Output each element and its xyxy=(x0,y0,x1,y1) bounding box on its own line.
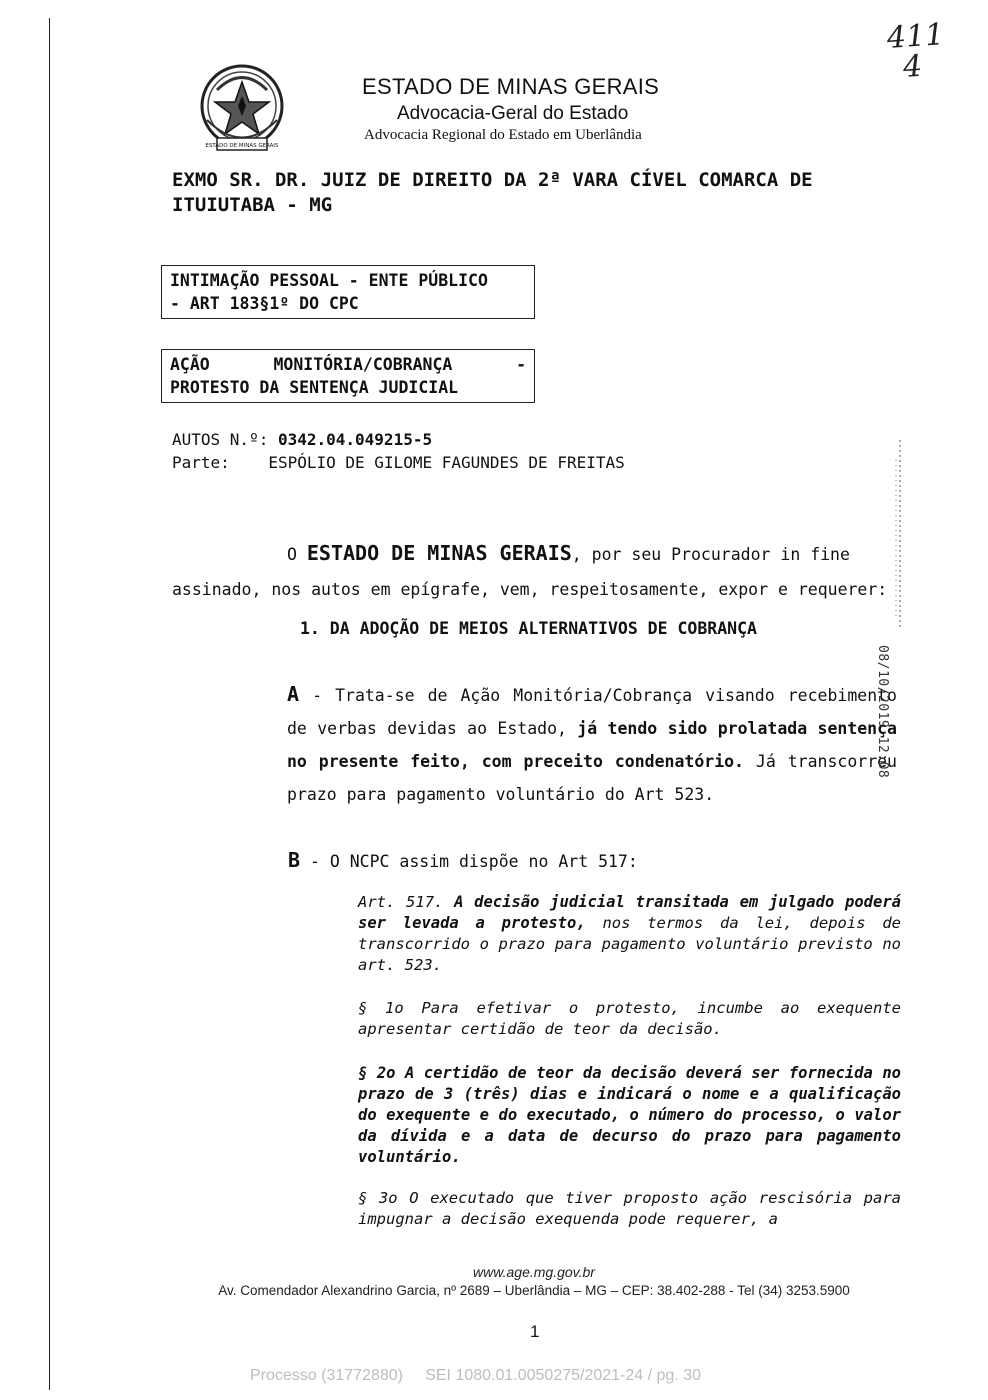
opening-post: , por seu Procurador in fine xyxy=(571,545,850,564)
opening-paragraph xyxy=(172,536,902,607)
left-margin-line xyxy=(49,18,50,1390)
paragraph-b-letter: B xyxy=(288,848,301,872)
footer-url: www.age.mg.gov.br xyxy=(473,1264,595,1280)
quote-art-label: Art. 517. xyxy=(358,893,455,911)
opening-entity: ESTADO DE MINAS GERAIS xyxy=(306,541,572,565)
paragraph-a-text1: - Trata-se de Ação Monitória/Cobrança visando recebimento de verbas devidas ao Estado, xyxy=(287,686,897,738)
notice-box-intimacao xyxy=(161,265,535,319)
parte-label: Parte: xyxy=(172,453,230,472)
paragraph-b-text: - O NCPC assim dispõe no Art 517: xyxy=(309,852,638,871)
quote-paragraph-2: § 2o A certidão de teor da decisão deverá ser fornecida no prazo de 3 (três) dias e indicará o nome e a qualificação do exequente e do executado, o número do processo, o valor da dívida e a data de decurso do prazo para pagamento voluntário. xyxy=(358,1064,901,1166)
acao-word: AÇÃO xyxy=(170,355,210,374)
opening-pre: O xyxy=(287,545,297,564)
header-state: ESTADO DE MINAS GERAIS xyxy=(362,74,660,99)
header-agency: Advocacia-Geral do Estado xyxy=(397,103,629,124)
footer-address: Av. Comendador Alexandrino Garcia, nº 2689 – Uberlândia – MG – CEP: 38.402-288 - Tel (34) 3253.5900 xyxy=(218,1283,850,1298)
acao-type: MONITÓRIA/COBRANÇA xyxy=(273,355,453,374)
opening-line2: assinado, nos autos em epígrafe, vem, respeitosamente, expor e requerer: xyxy=(172,580,888,599)
autos-number: 0342.04.049215-5 xyxy=(277,430,433,449)
paragraph-a-text3: Já transcorreu prazo para pagamento voluntário do Art 523. xyxy=(287,752,897,804)
coat-of-arms-seal xyxy=(195,60,290,160)
protocol-stamp-text: 08/10/2019 12:08 xyxy=(875,645,890,779)
notice-box-line1: INTIMAÇÃO PESSOAL - ENTE PÚBLICO xyxy=(170,271,488,290)
acao-line2: PROTESTO DA SENTENÇA JUDICIAL xyxy=(170,378,459,397)
quote-paragraph-3: § 3o O executado que tiver proposto ação rescisória para impugnar a decisão exequenda pode requerer, a xyxy=(358,1189,901,1228)
handwritten-line2: 4 xyxy=(901,48,924,85)
autos-label: AUTOS N.º: xyxy=(172,430,269,449)
handwritten-page-mark xyxy=(885,17,947,85)
quote-paragraph-1: § 1o Para efetivar o protesto, incumbe ao exequente apresentar certidão de teor da decisão. xyxy=(358,999,901,1038)
paragraph-a-bold: já tendo sido prolatada sentença no presente feito, com preceito condenatório. xyxy=(287,719,897,771)
notice-box-line2: - ART 183§1º DO CPC xyxy=(170,294,359,313)
section-title: 1. DA ADOÇÃO DE MEIOS ALTERNATIVOS DE COBRANÇA xyxy=(300,619,757,638)
quote-art-bold: A decisão judicial transitada em julgado poderá ser levada a protesto, xyxy=(358,893,901,932)
addressee-line1: EXMO SR. DR. JUIZ DE DIREITO DA 2ª VARA CÍVEL COMARCA DE xyxy=(172,169,813,191)
paragraph-b xyxy=(288,848,638,872)
page-number: 1 xyxy=(530,1322,540,1341)
handwritten-line1: 411 xyxy=(885,17,946,56)
acao-dash: - xyxy=(516,355,526,374)
notice-box-acao xyxy=(161,349,535,403)
paragraph-a xyxy=(172,678,897,811)
quote-art-517 xyxy=(358,892,901,976)
header-regional: Advocacia Regional do Estado em Uberlândia xyxy=(364,127,642,143)
quote-art-rest: nos termos da lei, depois de transcorrido o prazo para pagamento voluntário previsto no art. 523. xyxy=(358,914,901,974)
addressee-line2: ITUIUTABA - MG xyxy=(172,194,333,216)
seal-label: ESTADO DE MINAS GERAIS xyxy=(205,143,279,149)
parte-value: ESPÓLIO DE GILOME FAGUNDES DE FREITAS xyxy=(268,453,625,472)
paragraph-a-letter: A xyxy=(287,682,300,706)
case-info xyxy=(172,428,625,474)
addressee xyxy=(172,168,907,218)
sei-watermark: Processo (31772880) SEI 1080.01.0050275/2021-24 / pg. 30 xyxy=(250,1367,701,1384)
